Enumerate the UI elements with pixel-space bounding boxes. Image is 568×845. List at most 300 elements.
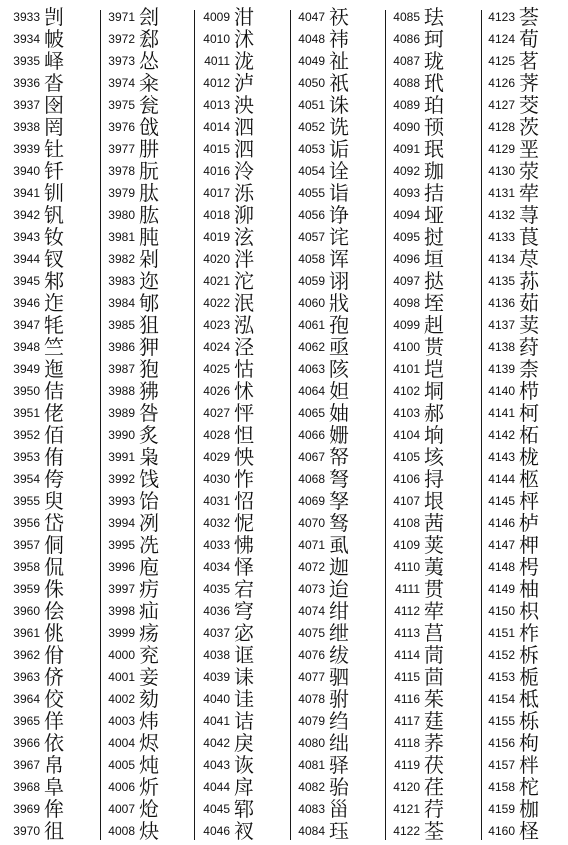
entry-character: 郄: [139, 27, 160, 51]
entry-character: 茹: [519, 291, 540, 315]
table-row: [380, 622, 474, 644]
table-row: [285, 710, 379, 732]
entry-character: 帛: [44, 753, 65, 777]
table-row: [380, 446, 474, 468]
entry-character: 莛: [424, 709, 445, 733]
entry-character: 柰: [519, 357, 540, 381]
table-row: [0, 446, 94, 468]
entry-character: 荥: [519, 159, 540, 183]
entry-character: 诨: [329, 247, 350, 271]
entry-character: 侩: [44, 599, 65, 623]
entry-number: 3943: [13, 230, 40, 244]
entry-character: 珑: [424, 49, 445, 73]
table-row: [190, 644, 284, 666]
table-row: [475, 688, 568, 710]
entry-number: 4050: [298, 76, 325, 90]
table-row: [0, 754, 94, 776]
entry-character: 炖: [139, 753, 160, 777]
entry-character: 剁: [139, 247, 160, 271]
entry-character: 岱: [44, 511, 65, 535]
table-row: [0, 226, 94, 248]
table-row: [95, 644, 189, 666]
table-row: [285, 424, 379, 446]
entry-number: 4015: [203, 142, 230, 156]
entry-number: 4056: [298, 208, 325, 222]
entry-character: 荨: [519, 203, 540, 227]
entry-character: 诠: [329, 159, 350, 183]
table-row: [95, 94, 189, 116]
table-row: [95, 468, 189, 490]
table-row: [285, 556, 379, 578]
entry-character: 佼: [44, 687, 65, 711]
entry-character: 荑: [424, 555, 445, 579]
table-row: [380, 644, 474, 666]
entry-number: 4022: [203, 296, 230, 310]
table-row: [285, 644, 379, 666]
entry-character: 驿: [329, 753, 350, 777]
entry-number: 4063: [298, 362, 325, 376]
entry-character: 怂: [139, 49, 160, 73]
entry-number: 4060: [298, 296, 325, 310]
entry-character: 竺: [44, 335, 65, 359]
entry-character: 挝: [424, 225, 445, 249]
table-row: [475, 226, 568, 248]
entry-character: 牦: [44, 313, 65, 337]
table-row: [95, 798, 189, 820]
table-row: [190, 798, 284, 820]
entry-character: 衩: [234, 819, 255, 843]
table-row: [475, 116, 568, 138]
table-row: [95, 292, 189, 314]
entry-number: 4081: [298, 758, 325, 772]
entry-character: 柈: [519, 753, 540, 777]
table-row: [0, 358, 94, 380]
table-row: [190, 820, 284, 842]
table-row: [95, 556, 189, 578]
entry-character: 帔: [44, 27, 65, 51]
entry-number: 4089: [393, 98, 420, 112]
entry-character: 迦: [329, 555, 350, 579]
entry-character: 柝: [519, 643, 540, 667]
entry-character: 郓: [234, 797, 255, 821]
entry-number: 4129: [488, 142, 515, 156]
entry-character: 柽: [519, 819, 540, 843]
table-row: [95, 424, 189, 446]
entry-character: 柯: [519, 401, 540, 425]
entry-character: 茼: [424, 643, 445, 667]
entry-number: 3983: [108, 274, 135, 288]
entry-character: 钒: [44, 203, 65, 227]
table-row: [95, 732, 189, 754]
table-row: [0, 138, 94, 160]
entry-character: 弩: [329, 467, 350, 491]
entry-character: 瓮: [139, 93, 160, 117]
table-row: [380, 798, 474, 820]
entry-number: 4105: [393, 450, 420, 464]
table-row: [475, 292, 568, 314]
table-row: [285, 116, 379, 138]
entry-number: 4130: [488, 164, 515, 178]
table-row: [0, 820, 94, 842]
table-row: [285, 798, 379, 820]
table-row: [95, 622, 189, 644]
table-row: [380, 820, 474, 842]
table-row: [380, 732, 474, 754]
entry-character: 钕: [44, 225, 65, 249]
entry-number: 3948: [13, 340, 40, 354]
table-row: [475, 490, 568, 512]
table-row: [190, 512, 284, 534]
table-row: [475, 28, 568, 50]
entry-number: 4025: [203, 362, 230, 376]
entry-number: 4046: [203, 824, 230, 838]
table-row: [475, 600, 568, 622]
entry-number: 4135: [488, 274, 515, 288]
table-column: [475, 6, 568, 844]
table-row: [190, 116, 284, 138]
entry-number: 3954: [13, 472, 40, 486]
entry-character: 甾: [329, 797, 350, 821]
entry-character: 宓: [234, 621, 255, 645]
table-row: [380, 754, 474, 776]
entry-number: 4157: [488, 758, 515, 772]
entry-character: 绀: [329, 599, 350, 623]
entry-number: 4055: [298, 186, 325, 200]
entry-number: 3936: [13, 76, 40, 90]
entry-number: 4035: [203, 582, 230, 596]
entry-number: 3955: [13, 494, 40, 508]
entry-number: 4087: [393, 54, 420, 68]
entry-number: 4013: [203, 98, 230, 112]
entry-number: 3965: [13, 714, 40, 728]
entry-character: 茜: [424, 511, 445, 535]
entry-number: 4048: [298, 32, 325, 46]
table-row: [285, 820, 379, 842]
entry-number: 4034: [203, 560, 230, 574]
entry-character: 顸: [424, 115, 445, 139]
entry-number: 4041: [203, 714, 230, 728]
entry-character: 炝: [139, 797, 160, 821]
table-row: [0, 424, 94, 446]
entry-character: 邾: [44, 269, 65, 293]
entry-number: 4065: [298, 406, 325, 420]
entry-character: 怛: [234, 423, 255, 447]
table-row: [0, 204, 94, 226]
entry-number: 4008: [108, 824, 135, 838]
table-row: [190, 666, 284, 688]
entry-number: 4004: [108, 736, 135, 750]
table-row: [190, 94, 284, 116]
table-row: [0, 622, 94, 644]
entry-number: 3973: [108, 54, 135, 68]
table-row: [475, 358, 568, 380]
entry-character: 戗: [139, 115, 160, 139]
table-row: [0, 556, 94, 578]
entry-character: 珂: [424, 27, 445, 51]
entry-character: 疝: [139, 599, 160, 623]
table-row: [285, 94, 379, 116]
entry-character: 狍: [139, 357, 160, 381]
table-row: [475, 622, 568, 644]
entry-number: 3987: [108, 362, 135, 376]
table-row: [95, 138, 189, 160]
entry-character: 茯: [424, 753, 445, 777]
table-row: [0, 710, 94, 732]
table-row: [0, 248, 94, 270]
table-row: [475, 314, 568, 336]
entry-character: 狎: [139, 335, 160, 359]
entry-number: 4003: [108, 714, 135, 728]
entry-number: 3969: [13, 802, 40, 816]
entry-number: 3958: [13, 560, 40, 574]
entry-character: 玳: [424, 71, 445, 95]
entry-character: 诙: [234, 753, 255, 777]
entry-number: 4076: [298, 648, 325, 662]
entry-character: 枭: [139, 445, 160, 469]
entry-character: 依: [44, 731, 65, 755]
table-row: [475, 732, 568, 754]
entry-number: 3979: [108, 186, 135, 200]
entry-character: 怩: [234, 511, 255, 535]
entry-character: 阜: [44, 775, 65, 799]
table-row: [285, 226, 379, 248]
entry-number: 4156: [488, 736, 515, 750]
table-row: [380, 72, 474, 94]
entry-character: 垣: [424, 247, 445, 271]
entry-number: 3950: [13, 384, 40, 398]
entry-number: 3994: [108, 516, 135, 530]
entry-character: 枰: [519, 489, 540, 513]
table-row: [0, 688, 94, 710]
entry-number: 4062: [298, 340, 325, 354]
table-column: [0, 6, 94, 844]
entry-number: 4033: [203, 538, 230, 552]
entry-number: 3970: [13, 824, 40, 838]
entry-number: 3980: [108, 208, 135, 222]
entry-number: 4067: [298, 450, 325, 464]
entry-character: 垩: [519, 137, 540, 161]
entry-character: 泯: [234, 291, 255, 315]
table-row: [95, 358, 189, 380]
entry-number: 3956: [13, 516, 40, 530]
table-row: [380, 160, 474, 182]
entry-character: 绂: [329, 643, 350, 667]
entry-number: 4121: [393, 802, 420, 816]
entry-character: 珉: [424, 137, 445, 161]
table-row: [380, 468, 474, 490]
entry-number: 4109: [393, 538, 420, 552]
entry-number: 4131: [488, 186, 515, 200]
table-row: [475, 424, 568, 446]
entry-number: 4099: [393, 318, 420, 332]
entry-character: 荃: [424, 819, 445, 843]
table-row: [380, 776, 474, 798]
table-row: [95, 512, 189, 534]
entry-number: 4140: [488, 384, 515, 398]
table-row: [0, 600, 94, 622]
table-row: [190, 270, 284, 292]
entry-character: 籴: [139, 71, 160, 95]
table-row: [0, 490, 94, 512]
entry-number: 4092: [393, 164, 420, 178]
entry-character: 柚: [519, 577, 540, 601]
table-row: [380, 204, 474, 226]
entry-number: 4058: [298, 252, 325, 266]
entry-character: 茱: [424, 687, 445, 711]
table-row: [475, 798, 568, 820]
entry-number: 4117: [394, 714, 420, 728]
entry-character: 囹: [44, 93, 65, 117]
table-row: [190, 688, 284, 710]
entry-character: 泫: [234, 225, 255, 249]
entry-number: 4110: [394, 560, 420, 574]
table-row: [475, 468, 568, 490]
table-row: [475, 710, 568, 732]
table-row: [190, 600, 284, 622]
entry-number: 4122: [393, 824, 420, 838]
entry-number: 4100: [393, 340, 420, 354]
entry-character: 怍: [234, 467, 255, 491]
table-row: [475, 72, 568, 94]
entry-number: 4147: [488, 538, 515, 552]
table-row: [380, 424, 474, 446]
entry-character: 茴: [424, 665, 445, 689]
entry-number: 3989: [108, 406, 135, 420]
entry-number: 3962: [13, 648, 40, 662]
character-table: [0, 6, 568, 844]
table-row: [190, 292, 284, 314]
entry-character: 迤: [44, 357, 65, 381]
entry-character: 荇: [424, 797, 445, 821]
entry-number: 4083: [298, 802, 325, 816]
entry-character: 诜: [329, 115, 350, 139]
table-row: [0, 94, 94, 116]
table-row: [190, 534, 284, 556]
entry-number: 4146: [488, 516, 515, 530]
table-row: [475, 666, 568, 688]
table-row: [190, 138, 284, 160]
entry-character: 诛: [329, 93, 350, 117]
table-row: [380, 314, 474, 336]
entry-number: 4020: [203, 252, 230, 266]
table-row: [380, 6, 474, 28]
table-row: [0, 292, 94, 314]
entry-number: 3966: [13, 736, 40, 750]
entry-number: 4023: [203, 318, 230, 332]
entry-character: 诩: [329, 269, 350, 293]
table-row: [475, 556, 568, 578]
entry-number: 3984: [108, 296, 135, 310]
entry-number: 4107: [393, 494, 420, 508]
entry-number: 4133: [488, 230, 515, 244]
entry-number: 4113: [394, 626, 420, 640]
entry-character: 炙: [139, 423, 160, 447]
entry-number: 4017: [203, 186, 230, 200]
entry-character: 刽: [139, 5, 160, 29]
entry-character: 宕: [234, 577, 255, 601]
entry-number: 4125: [488, 54, 515, 68]
entry-character: 荬: [519, 313, 540, 337]
entry-character: 钗: [44, 247, 65, 271]
entry-number: 4028: [203, 428, 230, 442]
entry-number: 3939: [13, 142, 40, 156]
table-row: [190, 226, 284, 248]
table-row: [0, 644, 94, 666]
table-row: [380, 556, 474, 578]
table-row: [95, 336, 189, 358]
entry-number: 4006: [108, 780, 135, 794]
table-row: [190, 424, 284, 446]
entry-number: 3988: [108, 384, 135, 398]
entry-number: 4137: [488, 318, 515, 332]
entry-number: 4160: [488, 824, 515, 838]
entry-number: 4040: [203, 692, 230, 706]
entry-character: 驷: [329, 665, 350, 689]
entry-number: 3982: [108, 252, 135, 266]
entry-character: 沓: [44, 71, 65, 95]
table-row: [380, 50, 474, 72]
entry-number: 4038: [203, 648, 230, 662]
entry-number: 3993: [108, 494, 135, 508]
entry-character: 枳: [519, 599, 540, 623]
table-row: [0, 534, 94, 556]
entry-character: 迨: [329, 577, 350, 601]
table-row: [380, 710, 474, 732]
entry-number: 4108: [393, 516, 420, 530]
entry-number: 3999: [108, 626, 135, 640]
table-row: [95, 534, 189, 556]
table-row: [285, 578, 379, 600]
table-row: [95, 578, 189, 600]
entry-character: 疡: [139, 621, 160, 645]
entry-character: 荏: [424, 775, 445, 799]
entry-number: 4000: [108, 648, 135, 662]
table-row: [380, 666, 474, 688]
table-row: [190, 72, 284, 94]
entry-character: 侉: [44, 467, 65, 491]
entry-number: 3940: [13, 164, 40, 178]
entry-character: 郇: [139, 291, 160, 315]
entry-character: 疠: [139, 577, 160, 601]
entry-number: 4102: [393, 384, 420, 398]
entry-character: 肱: [139, 203, 160, 227]
table-row: [380, 182, 474, 204]
entry-character: 肽: [139, 181, 160, 205]
table-row: [285, 776, 379, 798]
entry-number: 4149: [488, 582, 515, 596]
entry-number: 3933: [13, 10, 40, 24]
entry-character: 柩: [519, 467, 540, 491]
entry-character: 驸: [329, 687, 350, 711]
entry-character: 珀: [424, 93, 445, 117]
entry-character: 泮: [234, 247, 255, 271]
table-row: [0, 72, 94, 94]
table-row: [190, 182, 284, 204]
entry-number: 3981: [108, 230, 135, 244]
entry-character: 祆: [329, 5, 350, 29]
entry-number: 4070: [298, 516, 325, 530]
table-row: [285, 314, 379, 336]
entry-number: 4150: [488, 604, 515, 618]
entry-number: 4124: [488, 32, 515, 46]
entry-character: 荦: [519, 181, 540, 205]
table-row: [285, 402, 379, 424]
entry-character: 沭: [234, 27, 255, 51]
entry-number: 4154: [488, 692, 515, 706]
entry-number: 4001: [108, 670, 135, 684]
entry-character: 垓: [424, 445, 445, 469]
entry-number: 3946: [13, 296, 40, 310]
